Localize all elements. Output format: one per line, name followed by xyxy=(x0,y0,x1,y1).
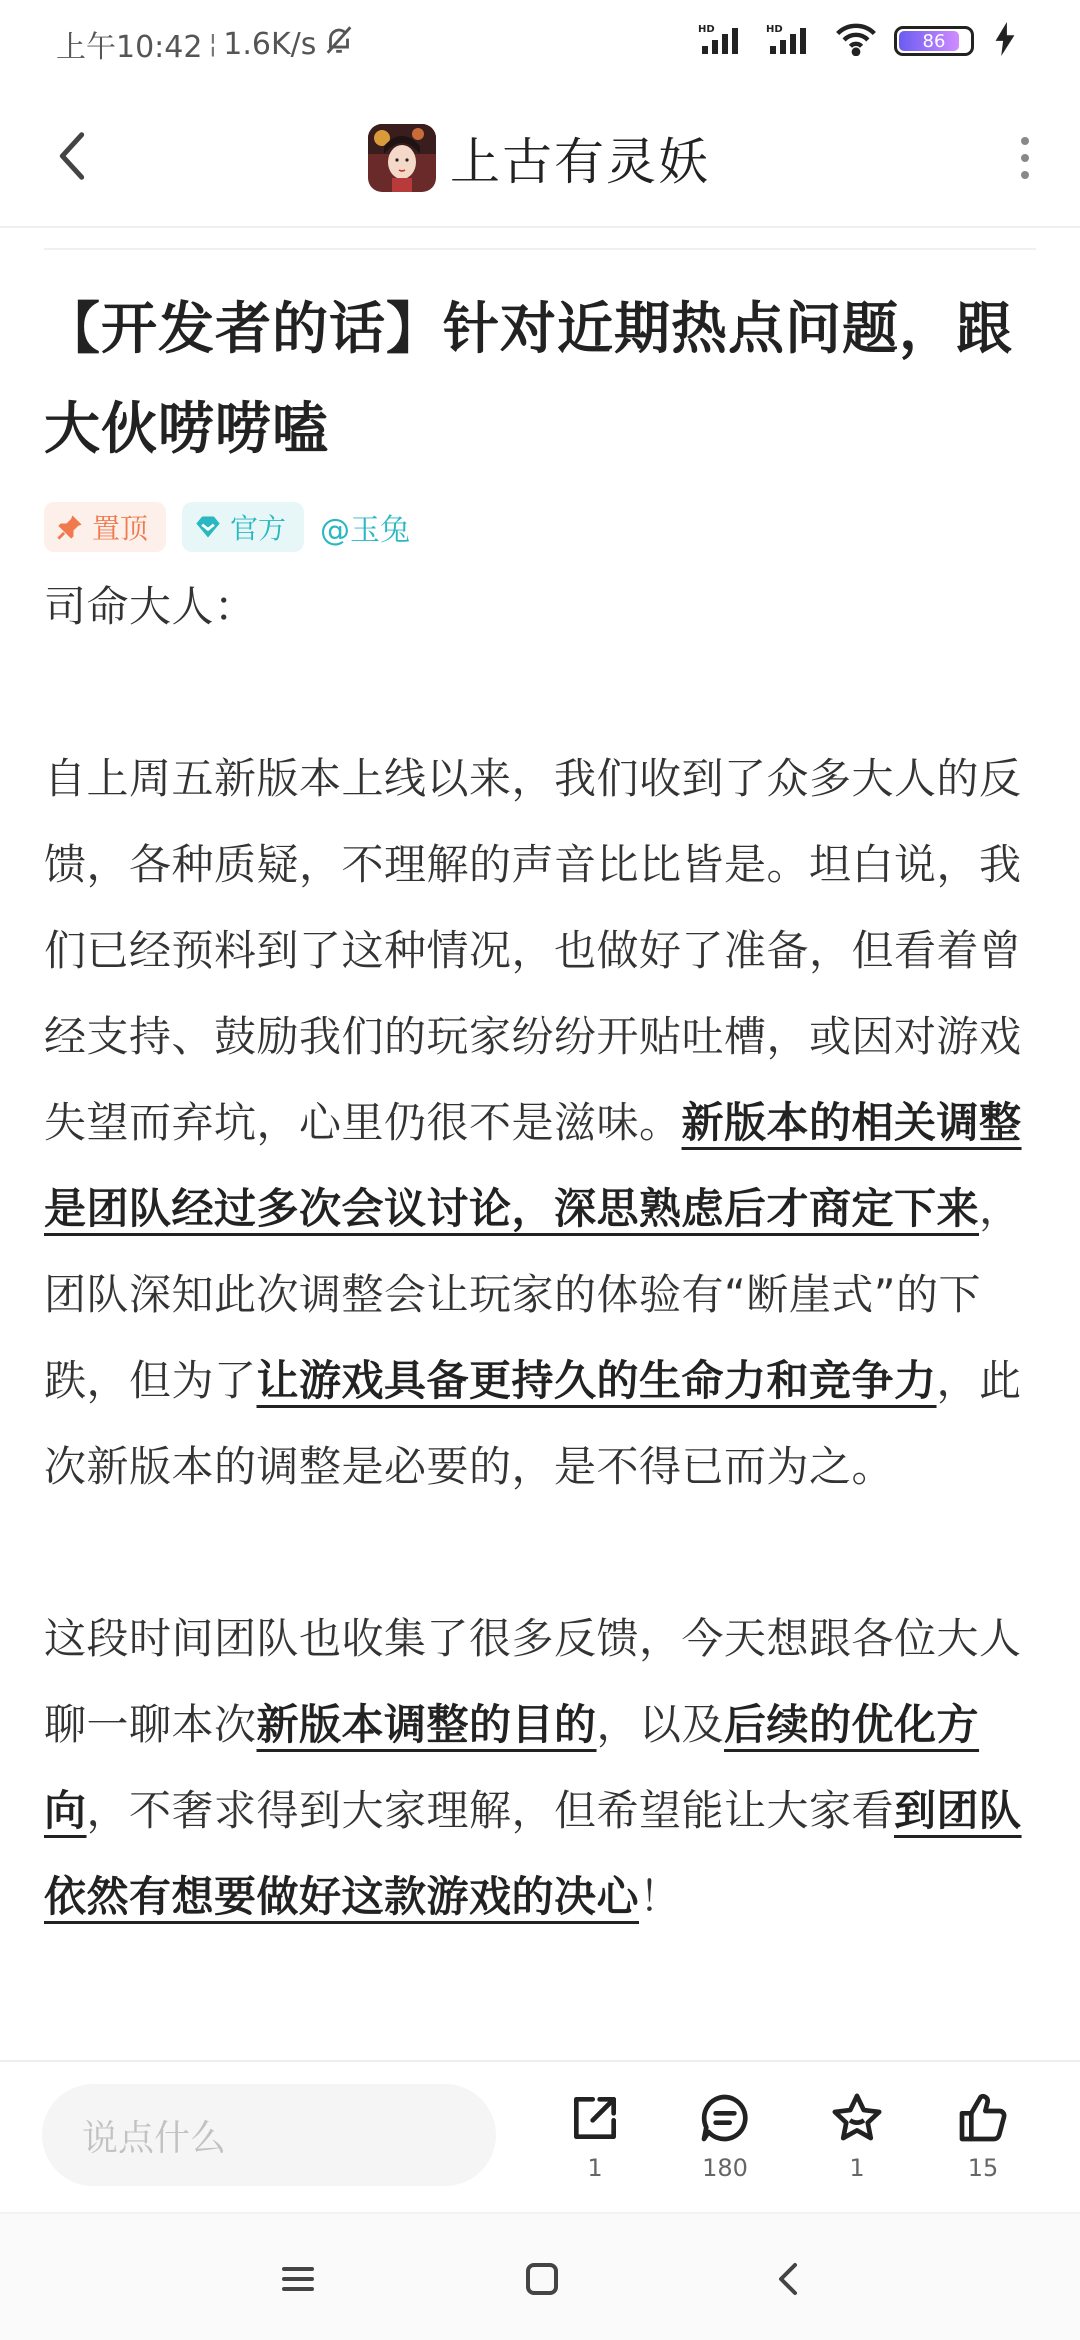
app-avatar xyxy=(368,124,436,192)
favorite-count: 1 xyxy=(849,2154,865,2182)
official-badge xyxy=(182,502,304,552)
back-button[interactable] xyxy=(40,124,104,188)
battery-level: 86 xyxy=(922,30,946,52)
svg-text:HD: HD xyxy=(766,24,783,35)
comment-count: 180 xyxy=(702,2154,748,2182)
paragraph-text: ，此次新版本的调整是必要的，是不得已而为之。 xyxy=(44,1356,1022,1491)
nav-home-button[interactable] xyxy=(502,2244,582,2314)
bottom-action-bar xyxy=(0,2060,1080,2212)
post-paragraph-2 xyxy=(44,1596,1036,1940)
page-title: 上古有灵妖 xyxy=(450,133,710,191)
post-paragraph-1 xyxy=(44,736,1036,1510)
mute-bell-icon xyxy=(322,23,356,65)
pin-icon xyxy=(56,513,84,541)
pinned-badge xyxy=(44,502,166,552)
paragraph-text: ！ xyxy=(639,1872,682,1921)
share-icon xyxy=(567,2090,623,2146)
comment-input[interactable] xyxy=(42,2084,496,2186)
highlighted-text: 到团队依然有想要做好这款游戏的决心 xyxy=(44,1786,1022,1921)
paragraph-text: ，不奢求得到大家理解，但希望能让大家看 xyxy=(86,1786,895,1835)
comment-button[interactable] xyxy=(680,2090,770,2182)
highlighted-text: 后续的优化方向 xyxy=(44,1700,980,1835)
pinned-label: 置顶 xyxy=(92,512,149,545)
top-app-bar xyxy=(0,88,1080,228)
more-dot-icon xyxy=(1021,137,1029,145)
highlighted-text: 新版本调整的目的 xyxy=(256,1700,597,1749)
favorite-button[interactable] xyxy=(812,2090,902,2182)
paragraph-text: ，以及 xyxy=(596,1700,725,1749)
status-time: 上午10:42 xyxy=(56,30,203,65)
comment-input-placeholder: 说点什么 xyxy=(82,2117,227,2159)
highlighted-text: 让游戏具备更持久的生命力和竞争力 xyxy=(256,1356,937,1405)
nav-back-button[interactable] xyxy=(748,2244,828,2314)
signal-icon-1 xyxy=(698,22,750,60)
like-count: 15 xyxy=(967,2154,999,2182)
official-verified-icon xyxy=(194,513,222,541)
wifi-icon xyxy=(834,22,878,60)
status-bar xyxy=(0,0,1080,88)
paragraph-text: 这段时间团队也收集了很多反馈，今天想跟各位大人聊一聊本次 xyxy=(44,1614,1022,1749)
post-article xyxy=(44,280,1036,1940)
share-button[interactable] xyxy=(550,2090,640,2182)
status-right xyxy=(698,22,1020,60)
back-arrow-icon xyxy=(775,2261,801,2297)
highlighted-text: 新版本的相关调整是团队经过多次会议讨论，深思熟虑后才商定下来 xyxy=(44,1098,1022,1233)
post-greeting: 司命大人： xyxy=(44,582,257,631)
status-net-speed: 1.6K/s xyxy=(223,26,317,62)
content-divider xyxy=(44,248,1036,250)
thumbs-up-icon xyxy=(955,2090,1011,2146)
author-mention-link[interactable]: @玉兔 xyxy=(320,513,411,548)
post-tags xyxy=(44,500,1036,554)
nav-menu-button[interactable] xyxy=(258,2244,338,2314)
more-dot-icon xyxy=(1021,171,1029,179)
more-options-button[interactable] xyxy=(1000,128,1050,188)
status-left xyxy=(56,22,356,66)
app-title-group[interactable] xyxy=(368,116,710,200)
like-button[interactable] xyxy=(938,2090,1028,2182)
chevron-left-icon xyxy=(52,129,92,183)
star-icon xyxy=(829,2090,885,2146)
share-count: 1 xyxy=(587,2154,603,2182)
post-title: 【开发者的话】针对近期热点问题，跟大伙唠唠嗑 xyxy=(44,297,1013,462)
paragraph-text: ，团队深知此次调整会让玩家的体验有“断崖式”的下跌，但为了 xyxy=(44,1184,1022,1405)
paragraph-text: 自上周五新版本上线以来，我们收到了众多大人的反馈，各种质疑，不理解的声音比比皆是。坦白说，我们已经预料到了这种情况，也做好了准备，但看着曾经支持、鼓励我们的玩家纷纷开贴吐槽，或因对游戏失望而弃坑，心里仍很不是滋味。 xyxy=(44,754,1022,1147)
svg-text:HD: HD xyxy=(698,24,715,35)
official-label: 官方 xyxy=(230,512,287,545)
comment-icon xyxy=(697,2090,753,2146)
menu-icon xyxy=(280,2264,316,2294)
status-separator: ¦ xyxy=(208,29,218,59)
system-nav-bar xyxy=(0,2212,1080,2340)
signal-icon-2 xyxy=(766,22,818,60)
more-dot-icon xyxy=(1021,154,1029,162)
battery-indicator xyxy=(894,26,974,56)
charging-bolt-icon xyxy=(990,22,1020,60)
home-square-icon xyxy=(525,2262,559,2296)
